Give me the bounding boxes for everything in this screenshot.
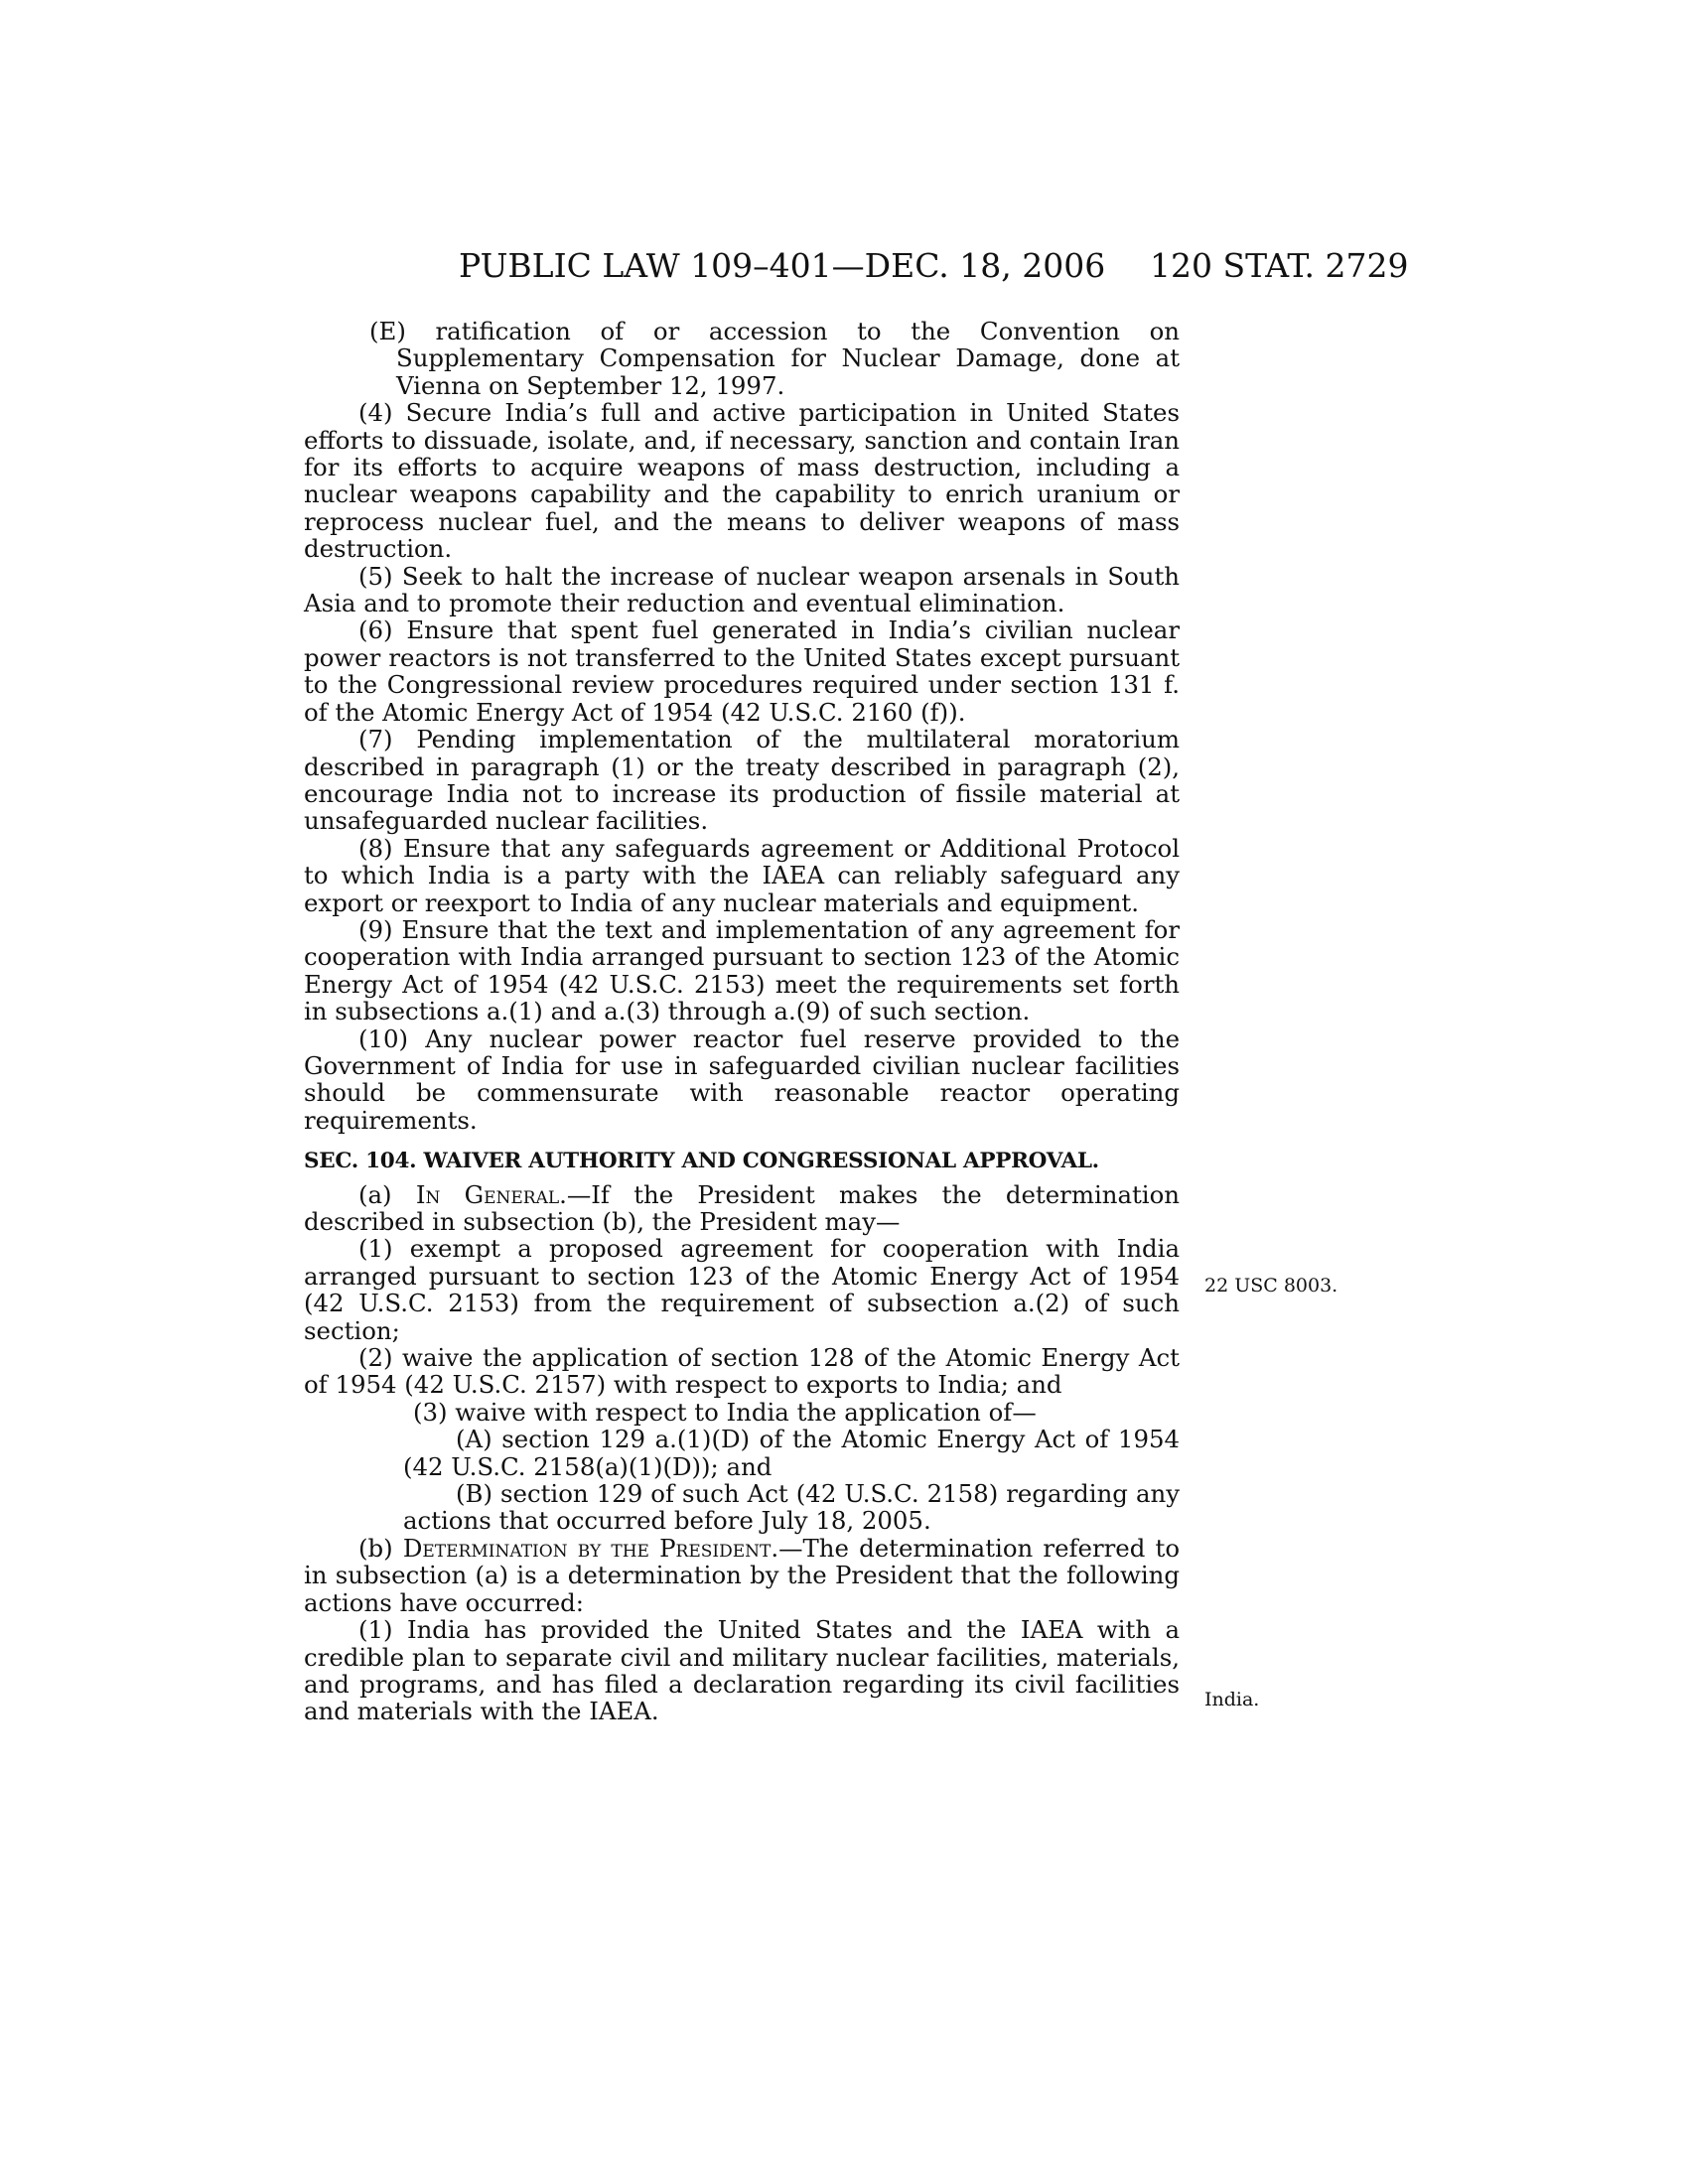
- page-header: [0, 246, 1688, 286]
- subsection-a-3-b: [304, 1480, 1180, 1535]
- subsection-a-caption: In General: [415, 1179, 560, 1209]
- subsection-a-3-b-text: (B) section 129 of such Act (42 U.S.C. 2158) regarding any actions that occurred before July 18, 2005.: [403, 1479, 1180, 1536]
- subsection-a-3-a-text: (A) section 129 a.(1)(D) of the Atomic Energy Act of 1954 (42 U.S.C. 2158(a)(1)(D)); and: [403, 1425, 1180, 1481]
- subsection-a-label: (a): [358, 1179, 416, 1209]
- subsection-b-text: .—The determination referred to in subsection (a) is a determination by the President that the following actions have occurred:: [304, 1533, 1180, 1617]
- paragraph-6: (6) Ensure that spent fuel generated in India’s civilian nuclear power reactors is not transferred to the United States except pursuant to the Congressional review procedures required under section 131 f. of the Atomic Energy Act of 1954 (42 U.S.C. 2160 (f)).: [304, 615, 1180, 727]
- subsection-a-text: .—If the President makes the determination described in subsection (b), the President may—: [304, 1179, 1180, 1236]
- subsection-b-label: (b): [358, 1533, 403, 1563]
- subsection-a-1-text: (1) exempt a proposed agreement for cooperation with India arranged pursuant to section 123 of the Atomic Energy Act of 1954 (42 U.S.C. 2153) from the requirement of subsection a.(2) of such section;: [304, 1234, 1180, 1345]
- margin-note-india: India.: [1204, 1689, 1260, 1710]
- paragraph-9: (9) Ensure that the text and implementation of any agreement for cooperation with India arranged pursuant to section 123 of the Atomic Energy Act of 1954 (42 U.S.C. 2153) meet the requirements set forth in subsections a.(1) and a.(3) through a.(9) of such section.: [304, 914, 1180, 1026]
- subsection-a-1: [249, 1235, 1180, 1344]
- paragraph-8: (8) Ensure that any safeguards agreement or Additional Protocol to which India is a party with the IAEA can reliably safeguard any export or reexport to India of any nuclear materials and equipment.: [304, 833, 1180, 917]
- subsection-b-1: [249, 1616, 1180, 1725]
- paragraph-10: (10) Any nuclear power reactor fuel reserve provided to the Government of India for use in safeguarded civilian nuclear facilities should be commensurate with reasonable reactor operating requirements.: [304, 1024, 1180, 1135]
- paragraph-5: (5) Seek to halt the increase of nuclear weapon arsenals in South Asia and to promote their reduction and eventual elimination.: [304, 561, 1180, 618]
- subsection-b-1-text: (1) India has provided the United States and the IAEA with a credible plan to separate civil and military nuclear facilities, materials, and programs, and has filed a declaration regarding its civil facilities and materials with the IAEA.: [304, 1615, 1180, 1726]
- paragraph-e: (E) ratification of or accession to the Convention on Supplementary Compensation for Nuclear Damage, done at Vienna on September 12, 1997.: [369, 317, 1180, 400]
- subsection-a: [304, 1181, 1180, 1236]
- paragraph-7: (7) Pending implementation of the multilateral moratorium described in paragraph (1) or the treaty described in paragraph (2), encourage India not to increase its production of fissile material at unsafeguarded nuclear facilities.: [304, 725, 1180, 836]
- subsection-b: [304, 1535, 1180, 1616]
- running-title: PUBLIC LAW 109–401—DEC. 18, 2006: [459, 246, 1106, 285]
- page-number: 120 STAT. 2729: [1150, 246, 1409, 285]
- subsection-a-3-a: [304, 1426, 1180, 1480]
- paragraph-4: (4) Secure India’s full and active participation in United States efforts to dissuade, isolate, and, if necessary, sanction and contain Iran for its efforts to acquire weapons of mass destruction, including a nuclear weapons capability and the capability to enrich uranium or reprocess nuclear fuel, and the means to deliver weapons of mass destruction.: [304, 398, 1180, 564]
- body-text: [304, 318, 1180, 1725]
- subsection-b-caption: Determination by the President: [402, 1533, 772, 1563]
- subsection-a-2-text: (2) waive the application of section 128 of the Atomic Energy Act of 1954 (42 U.S.C. 2157) with respect to exports to India; and: [304, 1343, 1180, 1400]
- margin-note-usc: 22 USC 8003.: [1204, 1275, 1338, 1297]
- section-heading: SEC. 104. WAIVER AUTHORITY AND CONGRESSIONAL APPROVAL.: [304, 1149, 1099, 1174]
- subsection-a-3: (3) waive with respect to India the application of—: [413, 1397, 1037, 1427]
- subsection-a-2: [249, 1344, 1180, 1399]
